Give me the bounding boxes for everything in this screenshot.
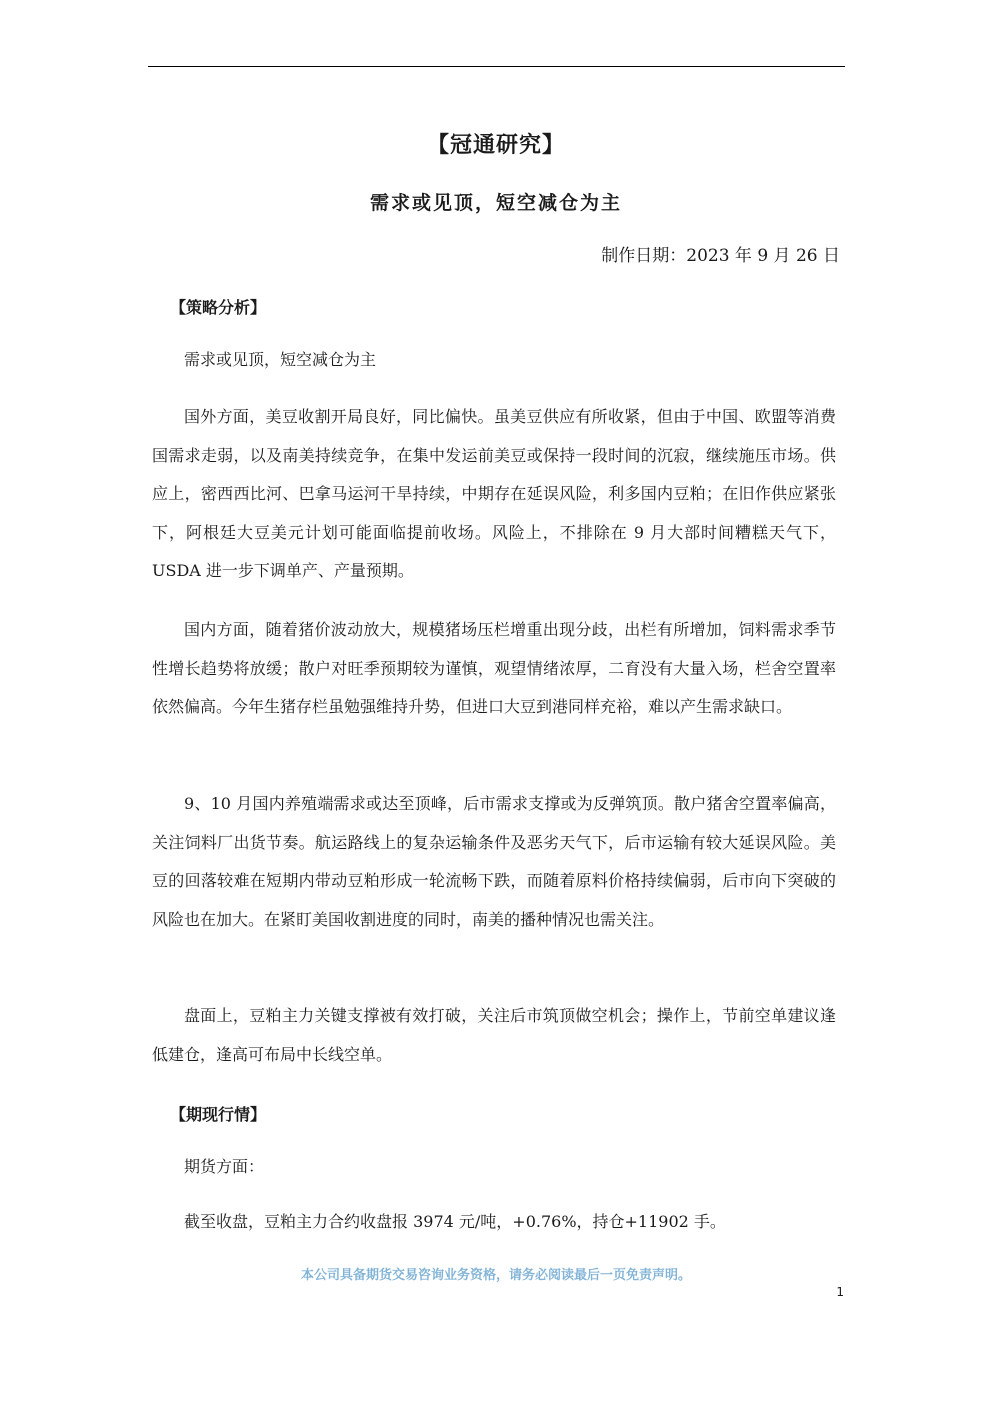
strategy-paragraph-domestic: 国内方面，随着猪价波动放大，规模猪场压栏增重出现分歧，出栏有所增加，饲料需求季节性增长趋势将放缓；散户对旺季预期较为谨慎，观望情绪浓厚，二育没有大量入场，栏舍空置率依然偏高。今年生猪存栏虽勉强维持升势，但进口大豆到港同样充裕，难以产生需求缺口。 [152, 620, 836, 716]
strategy-summary: 需求或见顶，短空减仓为主 [184, 350, 377, 369]
page-number: 1 [836, 1285, 844, 1299]
section-heading-market: 【期现行情】 [170, 1105, 267, 1124]
section-heading-strategy: 【策略分析】 [170, 298, 267, 317]
strategy-paragraph-overseas: 国外方面，美豆收割开局良好，同比偏快。虽美豆供应有所收紧，但由于中国、欧盟等消费国需求走弱，以及南美持续竞争，在集中发运前美豆或保持一段时间的沉寂，继续施压市场。供应上，密西西比河、巴拿马运河干旱持续，中期存在延误风险，利多国内豆粕；在旧作供应紧张下，阿根廷大豆美元计划可能面临提前收场。风险上，不排除在 9 月大部时间糟糕天气下，USDA 进一步下调单产、产量预期。 [152, 407, 836, 580]
report-date: 制作日期：2023 年 9 月 26 日 [601, 246, 840, 266]
strategy-paragraph-operation: 盘面上，豆粕主力关键支撑被有效打破，关注后市筑顶做空机会；操作上，节前空单建议逢低建仓，逢高可布局中长线空单。 [152, 1006, 836, 1064]
header-rule [148, 66, 845, 67]
market-futures-label: 期货方面： [184, 1157, 265, 1176]
footer-disclaimer: 本公司具备期货交易咨询业务资格，请务必阅读最后一页免责声明。 [300, 1268, 691, 1283]
brand-heading: 【冠通研究】 [426, 132, 565, 158]
strategy-paragraph-outlook: 9、10 月国内养殖端需求或达至顶峰，后市需求支撑或为反弹筑顶。散户猪舍空置率偏高，关注饲料厂出货节奏。航运路线上的复杂运输条件及恶劣天气下，后市运输有较大延误风险。美豆的回落较难在短期内带动豆粕形成一轮流畅下跌，而随着原料价格持续偏弱，后市向下突破的风险也在加大。在紧盯美国收割进度的同时，南美的播种情况也需关注。 [152, 794, 836, 929]
market-futures-close: 截至收盘，豆粕主力合约收盘报 3974 元/吨，+0.76%，持仓+11902 手。 [184, 1212, 726, 1231]
report-title: 需求或见顶，短空减仓为主 [369, 192, 622, 214]
